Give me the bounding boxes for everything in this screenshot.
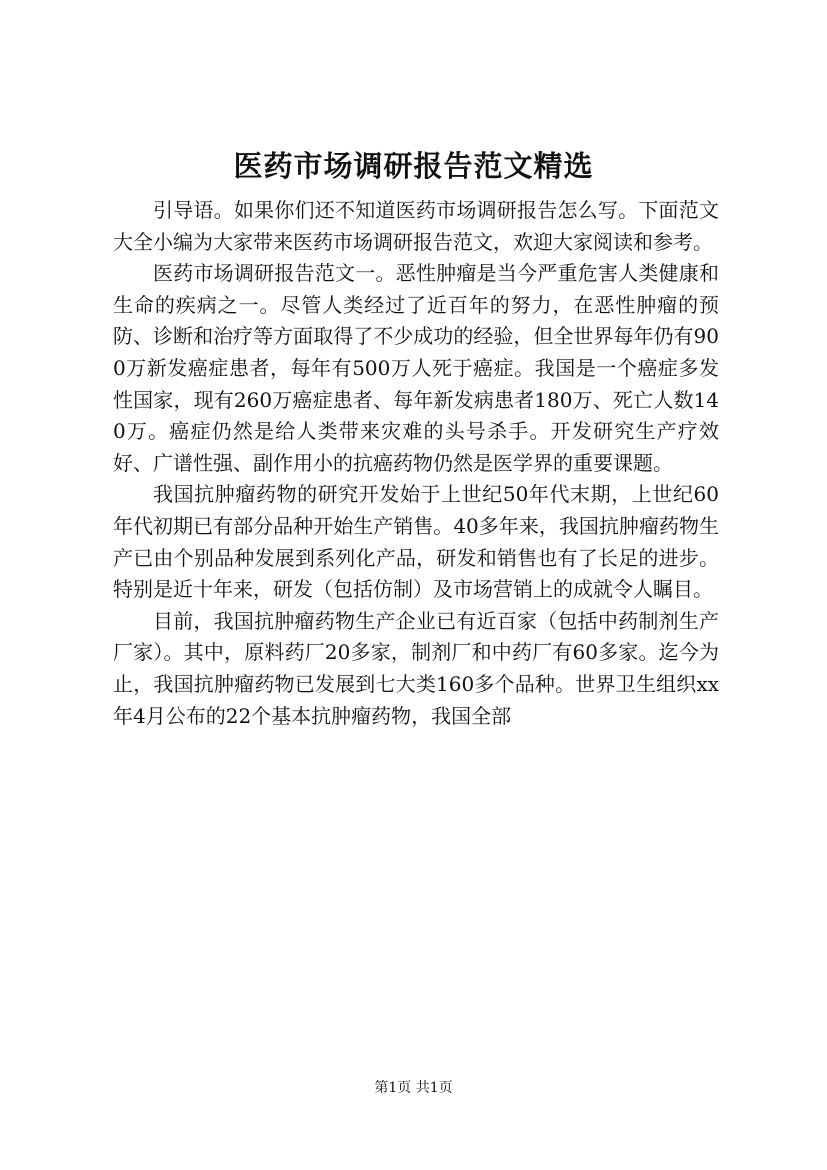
document-title: 医药市场调研报告范文精选 — [233, 149, 594, 183]
paragraph-sample-one: 医药市场调研报告范文一。恶性肿瘤是当今严重危害人类健康和生命的疾病之一。尽管人类经过了近百年的努力，在恶性肿瘤的预防、诊断和治疗等方面取得了不少成功的经验，但全世界每年仍有900万新发癌症患者，每年有500万人死于癌症。我国是一个癌症多发性国家，现有260万癌症患者、每年新发病患者180万、死亡人数140万。癌症仍然是给人类带来灾难的头号杀手。开发研究生产疗效好、广谱性强、副作用小的抗癌药物仍然是医学界的重要课题。 — [113, 261, 719, 475]
paragraph-current-status: 目前，我国抗肿瘤药物生产企业已有近百家（包括中药制剂生产厂家）。其中，原料药厂20多家，制剂厂和中药厂有60多家。迄今为止，我国抗肿瘤药物已发展到七大类160多个品种。世界卫生组织xx年4月公布的22个基本抗肿瘤药物，我国全部 — [113, 608, 719, 728]
paragraph-intro: 引导语。如果你们还不知道医药市场调研报告怎么写。下面范文大全小编为大家带来医药市场调研报告范文，欢迎大家阅读和参考。 — [113, 198, 719, 254]
document-body — [113, 195, 719, 732]
page-footer: 第1页 共1页 — [374, 1080, 453, 1096]
paragraph-history: 我国抗肿瘤药物的研究开发始于上世纪50年代末期，上世纪60年代初期已有部分品种开始生产销售。40多年来，我国抗肿瘤药物生产已由个别品种发展到系列化产品，研发和销售也有了长足的进步。特别是近十年来，研发（包括仿制）及市场营销上的成就令人瞩目。 — [113, 482, 719, 602]
